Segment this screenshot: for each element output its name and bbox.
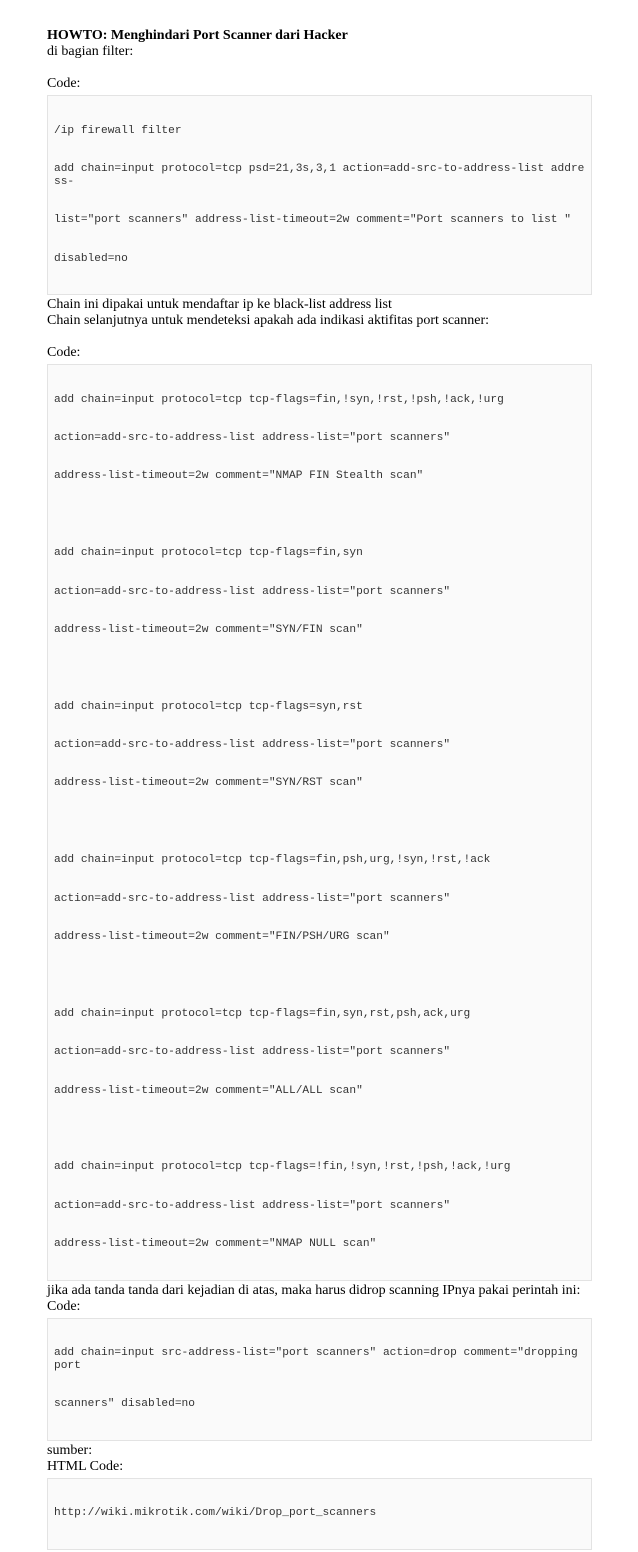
code-line-blank <box>54 1123 585 1136</box>
code-line: address-list-timeout=2w comment="SYN/RST scan" <box>54 777 363 790</box>
intro-text: di bagian filter: <box>47 44 134 59</box>
code-label-2: Code: <box>47 344 81 360</box>
spacer <box>47 329 592 345</box>
code-line: disabled=no <box>54 252 128 265</box>
code-block-1 <box>47 95 592 295</box>
code-block-2 <box>47 364 592 1281</box>
code-line: /ip firewall filter <box>54 124 182 137</box>
code-line: add chain=input protocol=tcp psd=21,3s,3,1 action=add-src-to-address-list address- <box>54 162 585 188</box>
document-title: HOWTO: Menghindari Port Scanner dari Hacker <box>47 28 348 43</box>
code-line: add chain=input protocol=tcp tcp-flags=fin,syn,rst,psh,ack,urg <box>54 1007 471 1020</box>
code-label-1: Code: <box>47 76 81 91</box>
source-label: sumber: <box>47 1442 93 1458</box>
code-line: add chain=input protocol=tcp tcp-flags=syn,rst <box>54 700 363 713</box>
code-line-blank <box>54 662 585 675</box>
code-line: address-list-timeout=2w comment="NMAP NULL scan" <box>54 1238 377 1251</box>
code-line: add chain=input src-address-list="port scanners" action=drop comment="dropping port <box>54 1347 585 1372</box>
document-page <box>47 28 592 1552</box>
code-block-4 <box>47 1478 592 1550</box>
code-label-3: Code: <box>47 1298 81 1314</box>
code-line: action=add-src-to-address-list address-list="port scanners" <box>54 585 451 598</box>
code-line: add chain=input protocol=tcp tcp-flags=fin,!syn,!rst,!psh,!ack,!urg <box>54 393 504 406</box>
code-line: add chain=input protocol=tcp tcp-flags=fin,syn <box>54 547 363 560</box>
source-url: http://wiki.mikrotik.com/wiki/Drop_port_scanners <box>54 1507 377 1520</box>
spacer <box>47 60 592 76</box>
code-line: address-list-timeout=2w comment="NMAP FIN Stealth scan" <box>54 470 424 483</box>
code-line: list="port scanners" address-list-timeout=2w comment="Port scanners to list " <box>54 214 571 227</box>
html-code-label: HTML Code: <box>47 1458 124 1474</box>
code-line: address-list-timeout=2w comment="SYN/FIN scan" <box>54 623 363 636</box>
code-line: add chain=input protocol=tcp tcp-flags=!fin,!syn,!rst,!psh,!ack,!urg <box>54 1161 511 1174</box>
code-line: scanners" disabled=no <box>54 1398 195 1411</box>
code-line-blank <box>54 816 585 829</box>
code-line: address-list-timeout=2w comment="ALL/ALL scan" <box>54 1084 363 1097</box>
code-line: add chain=input protocol=tcp tcp-flags=fin,psh,urg,!syn,!rst,!ack <box>54 854 491 867</box>
explanation-line-1: Chain ini dipakai untuk mendaftar ip ke black-list address list <box>47 296 392 312</box>
code-block-3 <box>47 1318 592 1441</box>
code-line: action=add-src-to-address-list address-list="port scanners" <box>54 739 451 752</box>
code-line: action=add-src-to-address-list address-list="port scanners" <box>54 1199 451 1212</box>
code-line: action=add-src-to-address-list address-list="port scanners" <box>54 431 451 444</box>
explanation-line-2: Chain selanjutnya untuk mendeteksi apakah ada indikasi aktifitas port scanner: <box>47 312 490 328</box>
code-line: action=add-src-to-address-list address-list="port scanners" <box>54 892 451 905</box>
code-line: action=add-src-to-address-list address-list="port scanners" <box>54 1046 451 1059</box>
code-line-blank <box>54 969 585 982</box>
code-line: address-list-timeout=2w comment="FIN/PSH/URG scan" <box>54 931 390 944</box>
drop-instruction-text: jika ada tanda tanda dari kejadian di atas, maka harus didrop scanning IPnya pakai perintah ini: <box>47 1282 581 1298</box>
code-line-blank <box>54 509 585 522</box>
